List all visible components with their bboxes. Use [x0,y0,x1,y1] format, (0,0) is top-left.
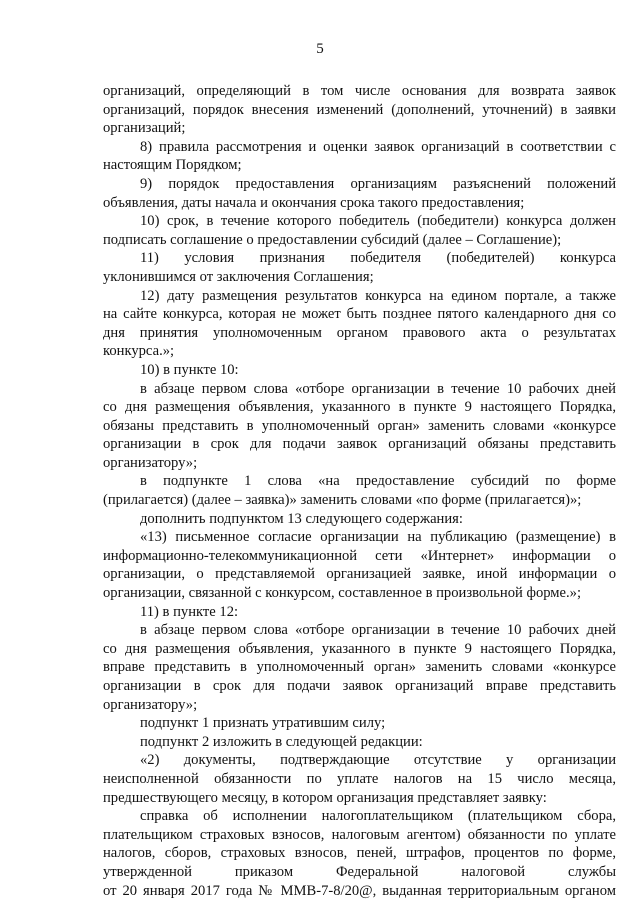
text-line: вправе представить в уполномоченный орган» заменить словами «конкурсе [103,659,616,676]
text-line: настоящим Порядком; [103,157,242,174]
text-line: организаций, определяющий в том числе основания для возврата заявок [103,83,616,99]
text-line: организатору»; [103,696,198,713]
text-line: информационно-телекоммуникационной сети «Интернет» информации о [103,547,616,564]
text-line: 10) в пункте 10: [140,361,239,378]
text-line: 11) условия признания победителя (победителей) конкурса [140,250,616,267]
text-line: в абзаце первом слова «отборе организации в течение 10 рабочих дней [140,622,616,639]
text-line: организаций, порядок внесения изменений (дополнений, уточнений) в заявки [103,101,616,118]
text-line: от 20 января 2017 года № ММВ-7-8/20@, выданная территориальным органом [103,882,616,899]
text-line: предшествующего месяцу, в котором организация представляет заявку: [103,789,547,806]
text-line: 10) срок, в течение которого победитель (победители) конкурса должен [140,213,616,230]
text-line: дополнить подпунктом 13 следующего содержания: [140,510,463,527]
text-line: 11) в пункте 12: [140,603,239,620]
page-number: 5 [316,41,324,57]
text-line: (прилагается) (далее – заявка)» заменить словами «по форме (прилагается)»; [103,492,582,509]
text-line: справка об исполнении налогоплательщиком (плательщиком сбора, [140,808,616,825]
text-line: утвержденной приказом Федеральной налоговой службы [103,863,616,880]
text-line: подпункт 2 изложить в следующей редакции: [140,733,423,750]
text-line: в абзаце первом слова «отборе организации в течение 10 рабочих дней [140,380,616,397]
text-line: уклонившимся от заключения Соглашения; [103,268,374,285]
text-line: подписать соглашение о предоставлении субсидий (далее – Соглашение); [103,231,562,248]
text-line: объявления, даты начала и окончания срока такого предоставления; [103,194,525,211]
text-line: организации, о представляемой организацией заявке, иной информации о [103,566,616,583]
text-line: организации, связанной с конкурсом, составленное в произвольной форме.»; [103,585,582,602]
text-line: 12) дату размещения результатов конкурса на едином портале, а также [140,287,616,304]
text-line: дня принятия уполномоченным органом правового акта о результатах [103,324,616,341]
text-line: организации в срок для подачи заявок организаций вправе представить [103,678,616,694]
text-line: 9) порядок предоставления организациям разъяснений положений [140,175,616,192]
text-line: в подпункте 1 слова «на предоставление субсидий по форме [140,473,616,490]
text-line: организации в срок для подачи заявок организаций обязаны представить [103,436,616,453]
text-line: 8) правила рассмотрения и оценки заявок организаций в соответствии с [140,138,616,155]
text-line: со дня размещения объявления, указанного в пункте 9 настоящего Порядка, [103,399,616,416]
document-body [103,82,616,900]
text-line: «2) документы, подтверждающие отсутствие у организации [140,752,616,769]
text-line: конкурса.»; [103,343,175,360]
text-line: обязаны представить в уполномоченный орган» заменить словами «конкурсе [103,417,616,434]
text-line: плательщиком страховых взносов, налоговым агентом) обязанности по уплате [103,826,616,843]
text-line: на сайте конкурса, которая не может быть позднее пятого календарного дня со [103,306,616,323]
text-line: неисполненной обязанности по уплате налогов на 15 число месяца, [103,770,616,787]
text-line: подпункт 1 признать утратившим силу; [140,715,386,732]
text-line: организатору»; [103,454,198,471]
text-line: организаций; [103,120,186,137]
text-line: со дня размещения объявления, указанного в пункте 9 настоящего Порядка, [103,640,616,657]
text-line: налогов, сборов, страховых взносов, пеней, штрафов, процентов по форме, [103,845,616,862]
text-line: «13) письменное согласие организации на публикацию (размещение) в [140,529,616,546]
